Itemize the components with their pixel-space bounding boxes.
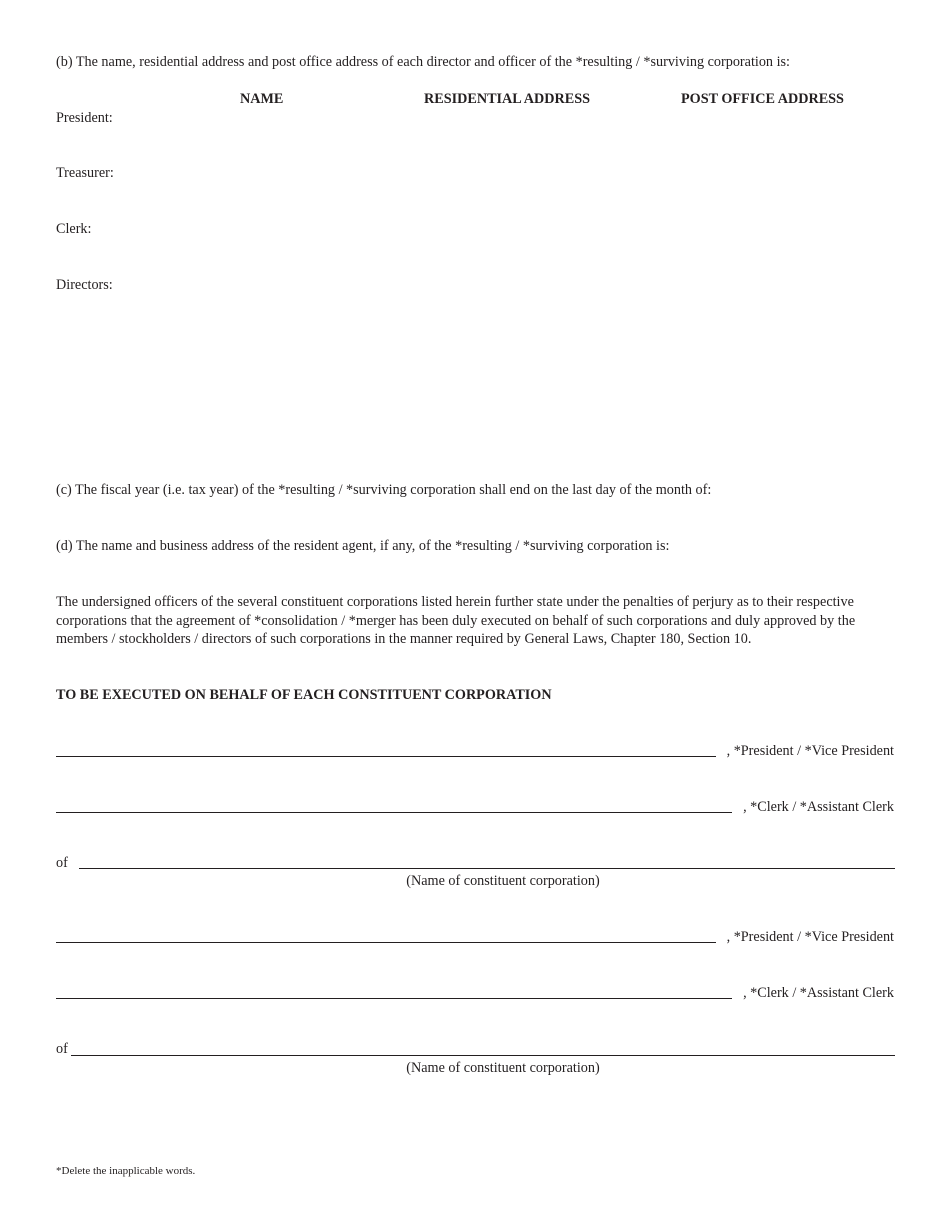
section-b-intro: (b) The name, residential address and post office address of each director and officer of the *resulting / *surviving corporation is: bbox=[56, 54, 790, 70]
president-vice-president-label: , *President / *Vice President bbox=[726, 743, 894, 759]
footnote: *Delete the inapplicable words. bbox=[56, 1165, 196, 1177]
column-header-residential-address: RESIDENTIAL ADDRESS bbox=[424, 91, 590, 107]
clerk-signature-line[interactable] bbox=[56, 998, 732, 999]
clerk-assistant-clerk-label: , *Clerk / *Assistant Clerk bbox=[743, 985, 894, 1001]
clerk-assistant-clerk-label: , *Clerk / *Assistant Clerk bbox=[743, 799, 894, 815]
president-vice-president-label: , *President / *Vice President bbox=[726, 929, 894, 945]
role-label-president: President: bbox=[56, 110, 113, 126]
section-c-fiscal-year: (c) The fiscal year (i.e. tax year) of the *resulting / *surviving corporation shall end on the last day of the month of: bbox=[56, 482, 712, 498]
constituent-corporation-caption: (Name of constituent corporation) bbox=[406, 873, 600, 889]
execution-heading: TO BE EXECUTED ON BEHALF OF EACH CONSTITUENT CORPORATION bbox=[56, 687, 552, 703]
column-header-post-office-address: POST OFFICE ADDRESS bbox=[681, 91, 844, 107]
role-label-clerk: Clerk: bbox=[56, 221, 92, 237]
column-header-name: NAME bbox=[240, 91, 284, 107]
constituent-corporation-caption: (Name of constituent corporation) bbox=[406, 1060, 600, 1076]
of-label: of bbox=[56, 855, 68, 871]
clerk-signature-line[interactable] bbox=[56, 812, 732, 813]
president-signature-line[interactable] bbox=[56, 756, 716, 757]
role-label-treasurer: Treasurer: bbox=[56, 165, 114, 181]
president-signature-line[interactable] bbox=[56, 942, 716, 943]
section-d-resident-agent: (d) The name and business address of the resident agent, if any, of the *resulting / *surviving corporation is: bbox=[56, 538, 670, 554]
constituent-corporation-name-line[interactable] bbox=[71, 1055, 895, 1056]
constituent-corporation-name-line[interactable] bbox=[79, 868, 895, 869]
of-label: of bbox=[56, 1041, 68, 1057]
perjury-statement: The undersigned officers of the several constituent corporations listed herein further state under the penalties of perjury as to their respective corporations that the agreement of *consolidation / *merger has been duly executed on behalf of such corporations and duly approved by the members / stockholders / directors of such corporations in the manner required by General Laws, Chapter 180, Section 10. bbox=[56, 594, 856, 648]
role-label-directors: Directors: bbox=[56, 277, 113, 293]
